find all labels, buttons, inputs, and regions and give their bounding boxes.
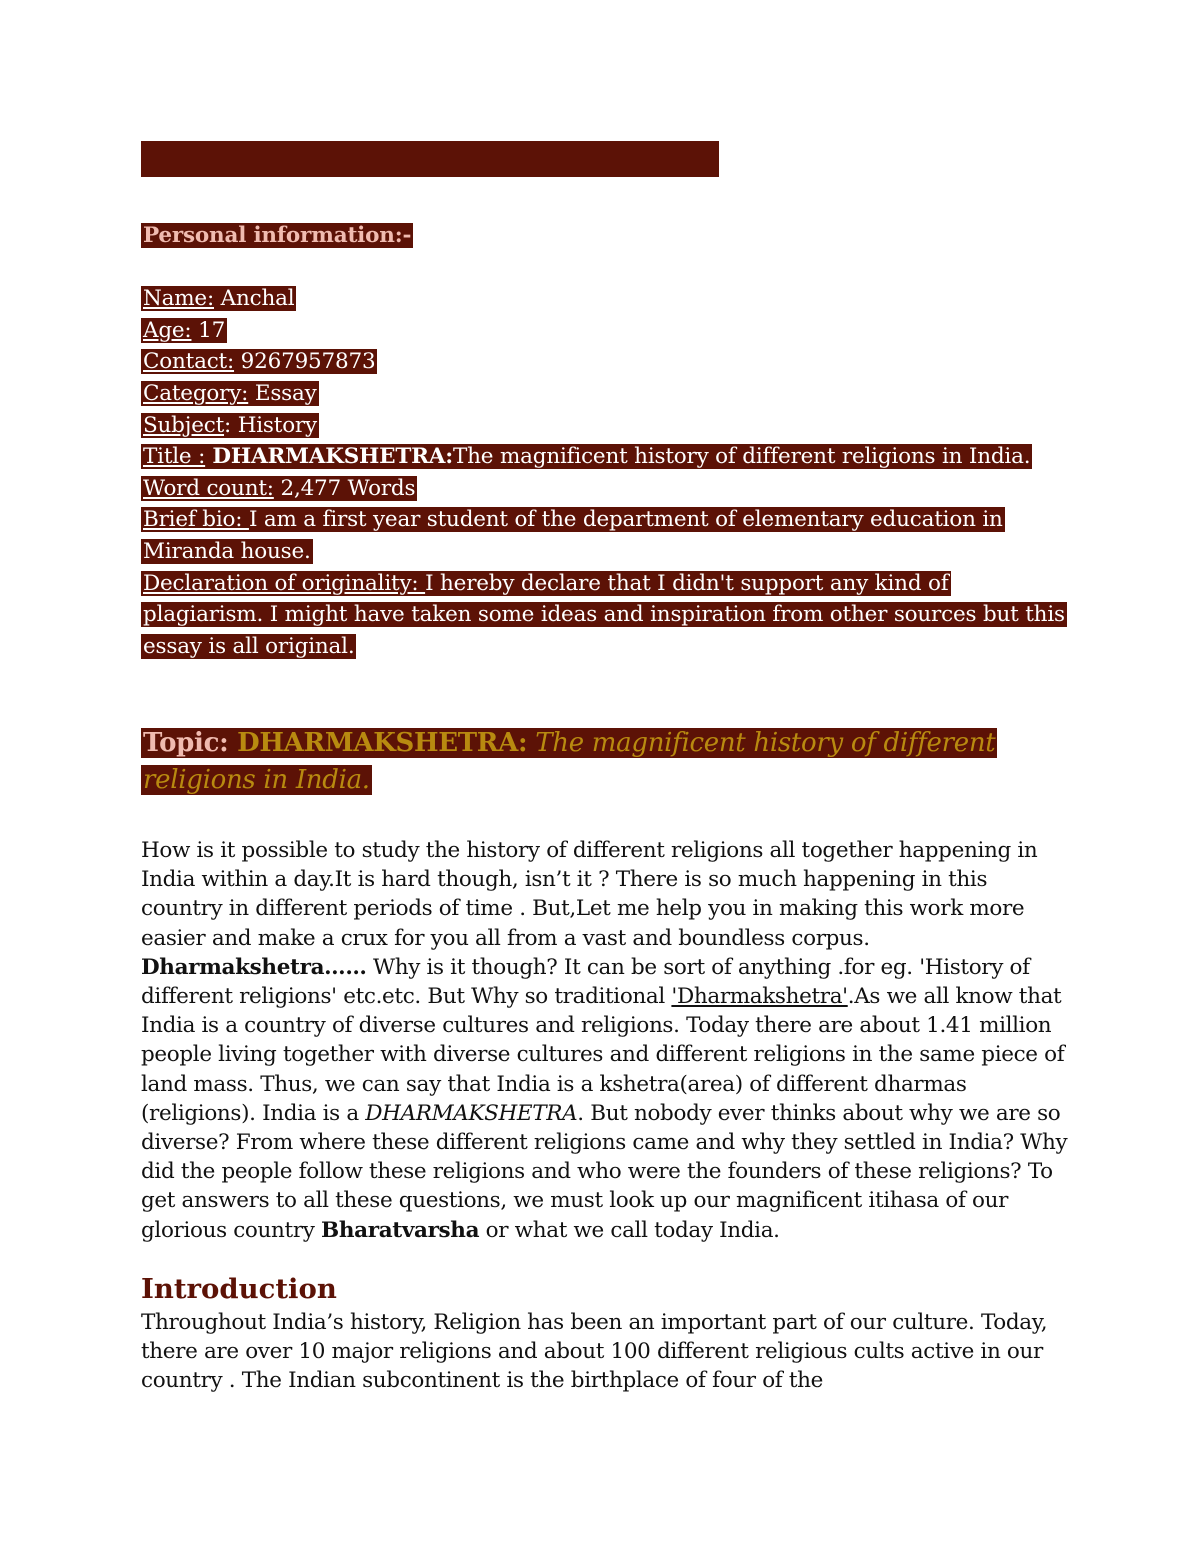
declaration-label: Declaration of originality: <box>143 570 426 596</box>
para-text: or what we call today India. <box>479 1217 780 1243</box>
bio-line <box>141 507 1005 564</box>
para-text: . But nobody ever thinks about why we are so diverse? From where these different religions came and why they settled in India? Why did the people follow these religions and who were the founders of these religions? To get answers to all these questions, we must look up our magnificent itihasa of our glorious country <box>141 1100 1068 1243</box>
age-value: 17 <box>191 317 226 343</box>
name-line <box>141 286 296 311</box>
declaration-value: I hereby declare that I didn't support any kind of plagiarism. I might have taken some ideas and inspiration from other sources but this essay is all original. <box>143 570 1065 659</box>
bio-label: Brief bio: <box>143 507 249 533</box>
age-label: Age: <box>143 317 192 343</box>
declaration-line <box>141 571 1067 659</box>
para-text: Why is it though? It can be sort of anything .for eg. 'History of different religions' etc.etc. But Why so traditional <box>141 954 1030 1010</box>
para-text: How is it possible to study the history of different religions all together happening in India within a day.It is hard though, isn’t it ? There is so much happening in this country in different periods of time . But,Let me help you in making this work more easier and make a crux for you all from a vast and boundless corpus. <box>141 838 1038 951</box>
category-label: Category: <box>143 380 249 406</box>
subject-line <box>141 413 319 438</box>
topic-heading <box>141 725 1071 799</box>
title-bold: DHARMAKSHETRA: <box>205 444 454 470</box>
subject-value: : History <box>224 412 317 438</box>
title-bar <box>141 141 719 177</box>
wordcount-label: Word count: <box>143 475 274 501</box>
bio-value: I am a first year student of the department of elementary education in Miranda house. <box>143 507 1003 564</box>
topic-italic: The magnificent history of different religions in India. <box>143 728 996 795</box>
contact-line <box>141 349 377 374</box>
para-underlined: 'Dharmakshetra' <box>671 984 848 1010</box>
topic-label: Topic: <box>143 728 238 758</box>
wordcount-line <box>141 476 417 501</box>
introduction-heading: Introduction <box>141 1273 337 1305</box>
subject-label: Subject <box>143 412 225 438</box>
personal-information-block <box>141 220 1071 662</box>
contact-label: Contact: <box>143 349 235 375</box>
para-italic: DHARMAKSHETRA <box>365 1100 578 1126</box>
intro-paragraph <box>141 836 1071 1245</box>
wordcount-value: 2,477 Words <box>273 475 416 501</box>
title-value: The magnificent history of different religions in India. <box>453 444 1031 470</box>
introduction-paragraph: Throughout India’s history, Religion has been an important part of our culture. Today, there are over 10 major religions and about 100 different religious cults active in our country . The Indian subcontinent is the birthplace of four of the <box>141 1310 1048 1394</box>
category-value: Essay <box>248 380 317 406</box>
age-line <box>141 318 227 343</box>
topic-bold: DHARMAKSHETRA: <box>237 728 528 758</box>
category-line <box>141 381 319 406</box>
para-bold: Dharmakshetra…… <box>141 954 367 980</box>
para-bold: Bharatvarsha <box>321 1217 480 1243</box>
title-line <box>141 444 1032 469</box>
name-value: Anchal <box>214 286 295 312</box>
contact-value: 9267957873 <box>234 349 376 375</box>
personal-info-heading: Personal information:- <box>143 223 412 248</box>
para-text: .As we all know that India is a country of diverse cultures and religions. Today there are about 1.41 million people living together with diverse cultures and different religions in the same piece of land mass. Thus, we can say that India is a kshetra(area) of different dharmas (religions). India is a <box>141 984 1065 1126</box>
topic-highlight <box>141 728 997 795</box>
name-label: Name: <box>143 286 214 312</box>
title-label: Title : <box>143 444 206 470</box>
